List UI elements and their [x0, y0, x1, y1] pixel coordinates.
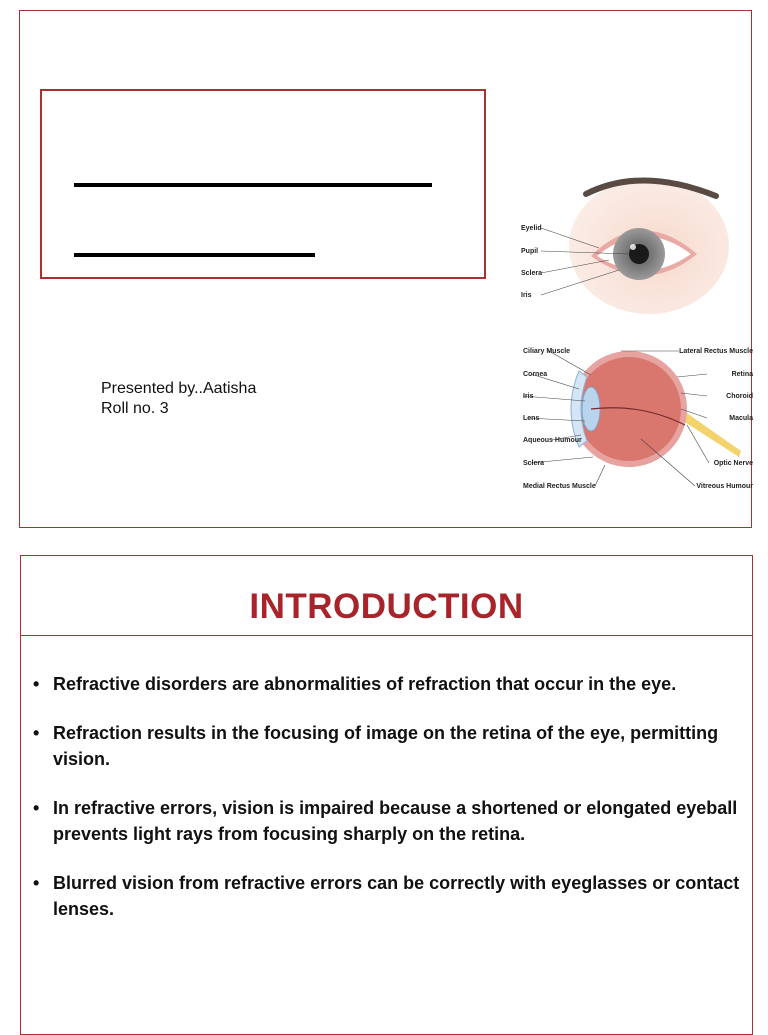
label-cornea: Cornea	[523, 371, 548, 378]
label-iris: Iris	[521, 292, 532, 299]
label-iris-section: Iris	[523, 393, 534, 400]
title-line-1	[74, 183, 432, 187]
bullet-text: Blurred vision from refractive errors can be correctly with eyeglasses or contact lenses.	[53, 873, 740, 919]
bullet-item	[33, 671, 745, 697]
label-sclera: Sclera	[521, 270, 543, 277]
label-medial-rectus-muscle: Medial Rectus Muscle	[523, 483, 596, 490]
presenter-name: Presented by..Aatisha	[101, 380, 257, 397]
label-sclera-section: Sclera	[523, 460, 545, 467]
bullet-dot-icon: •	[33, 723, 40, 743]
title-placeholder-box	[40, 89, 486, 279]
eye-cross-section-diagram	[501, 329, 753, 491]
heading-divider	[21, 635, 752, 636]
label-aqueous-humour: Aqueous Humour	[523, 437, 582, 444]
bullet-item	[33, 795, 745, 847]
bullet-text: In refractive errors, vision is impaired because a shortened or elongated eyeball prevents light rays from focusing sharply on the retina.	[53, 798, 738, 844]
bullet-dot-icon: •	[33, 798, 40, 818]
bullet-item	[33, 870, 745, 922]
label-optic-nerve: Optic Nerve	[713, 460, 753, 467]
bullet-text: Refraction results in the focusing of image on the retina of the eye, permitting vision.	[53, 723, 719, 769]
label-retina: Retina	[731, 371, 753, 378]
label-vitreous-humour: Vitreous Humour	[696, 483, 753, 490]
label-ciliary-muscle: Ciliary Muscle	[523, 348, 571, 355]
bullet-text: Refractive disorders are abnormalities of refraction that occur in the eye.	[53, 674, 677, 694]
eye-highlight	[630, 244, 636, 250]
presenter-info	[101, 379, 256, 419]
roll-number: Roll no. 3	[101, 400, 169, 417]
slide-heading: INTRODUCTION	[249, 587, 524, 626]
label-macula: Macula	[729, 415, 753, 422]
title-slide	[19, 10, 752, 528]
label-eyelid: Eyelid	[521, 225, 542, 232]
external-eye-illustration	[501, 166, 741, 316]
bullet-dot-icon: •	[33, 873, 40, 893]
label-lateral-rectus-muscle: Lateral Rectus Muscle	[679, 348, 753, 355]
bullet-list	[33, 671, 745, 945]
bullet-dot-icon: •	[33, 674, 40, 694]
label-pupil: Pupil	[521, 248, 539, 255]
label-choroid: Choroid	[726, 393, 753, 400]
title-line-2	[74, 253, 315, 257]
introduction-slide	[20, 555, 753, 1035]
label-lens: Lens	[523, 415, 540, 422]
bullet-item	[33, 720, 745, 772]
